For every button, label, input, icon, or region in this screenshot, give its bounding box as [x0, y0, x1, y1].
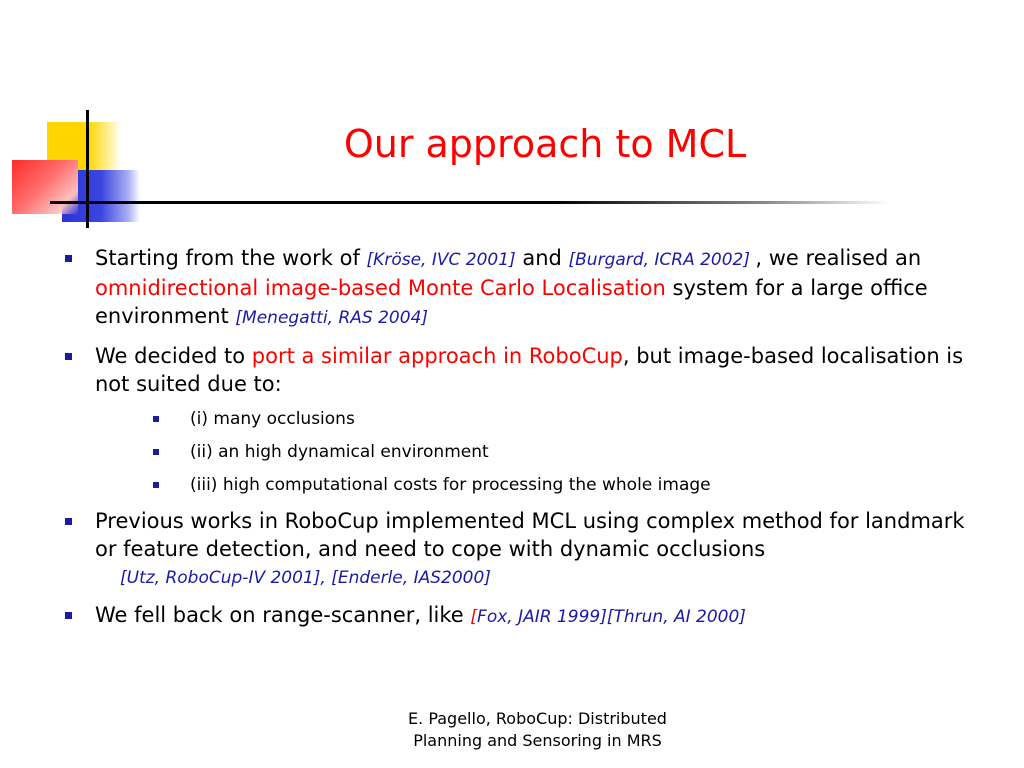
square-bullet-icon [65, 353, 72, 360]
square-bullet-icon [153, 449, 159, 455]
footer-line-2: Planning and Sensoring in MRS [413, 731, 662, 750]
square-bullet-icon [65, 518, 72, 525]
text: Previous works in RoboCup implemented MCL using complex method for landmark or feature detection, and need to cope with dynamic occlusions [95, 509, 965, 561]
citation: Fox, JAIR 1999][Thrun, AI 2000] [477, 607, 746, 627]
text: and [515, 246, 569, 270]
text: , but image-based localisation is not suited due to: [95, 344, 964, 396]
bullet-item-1 [60, 244, 970, 332]
sub-bullet-3 [60, 474, 970, 496]
slide-body [60, 244, 970, 641]
bullet-item-3 [60, 507, 970, 563]
text: We fell back on range-scanner, like [95, 603, 471, 627]
text: Starting from the work of [95, 246, 367, 270]
text: We decided to [95, 344, 252, 368]
text: (iii) high computational costs for processing the whole image [190, 475, 711, 495]
citation: [Kröse, IVC 2001] [366, 250, 516, 270]
square-bullet-icon [65, 255, 72, 262]
sub-bullet-1 [60, 408, 970, 430]
highlight-text: [ [470, 607, 478, 627]
red-square [12, 160, 78, 214]
text: (ii) an high dynamical environment [190, 442, 489, 462]
footer-line-1: E. Pagello, RoboCup: Distributed [408, 709, 667, 728]
slide-title: Our approach to MCL [343, 122, 747, 166]
text: (i) many occlusions [190, 409, 355, 429]
slide-footer [350, 708, 725, 752]
highlight-text: omnidirectional image-based Monte Carlo Localisation [95, 276, 666, 300]
bullet-item-4 [60, 601, 970, 631]
sub-bullet-2 [60, 441, 970, 463]
text: , we realised an [755, 246, 922, 270]
highlight-text: port a similar approach in RoboCup [251, 344, 623, 368]
vertical-rule [86, 110, 89, 228]
citation: [Burgard, ICRA 2002] [568, 250, 756, 270]
square-bullet-icon [153, 416, 159, 422]
square-bullet-icon [65, 612, 72, 619]
text: system for a large office environment [95, 276, 928, 328]
citation: [Menegatti, RAS 2004] [235, 308, 429, 328]
square-bullet-icon [153, 482, 159, 488]
bullet-item-2 [60, 342, 970, 398]
citation-line: [Utz, RoboCup-IV 2001], [Enderle, IAS2000] [120, 568, 491, 588]
